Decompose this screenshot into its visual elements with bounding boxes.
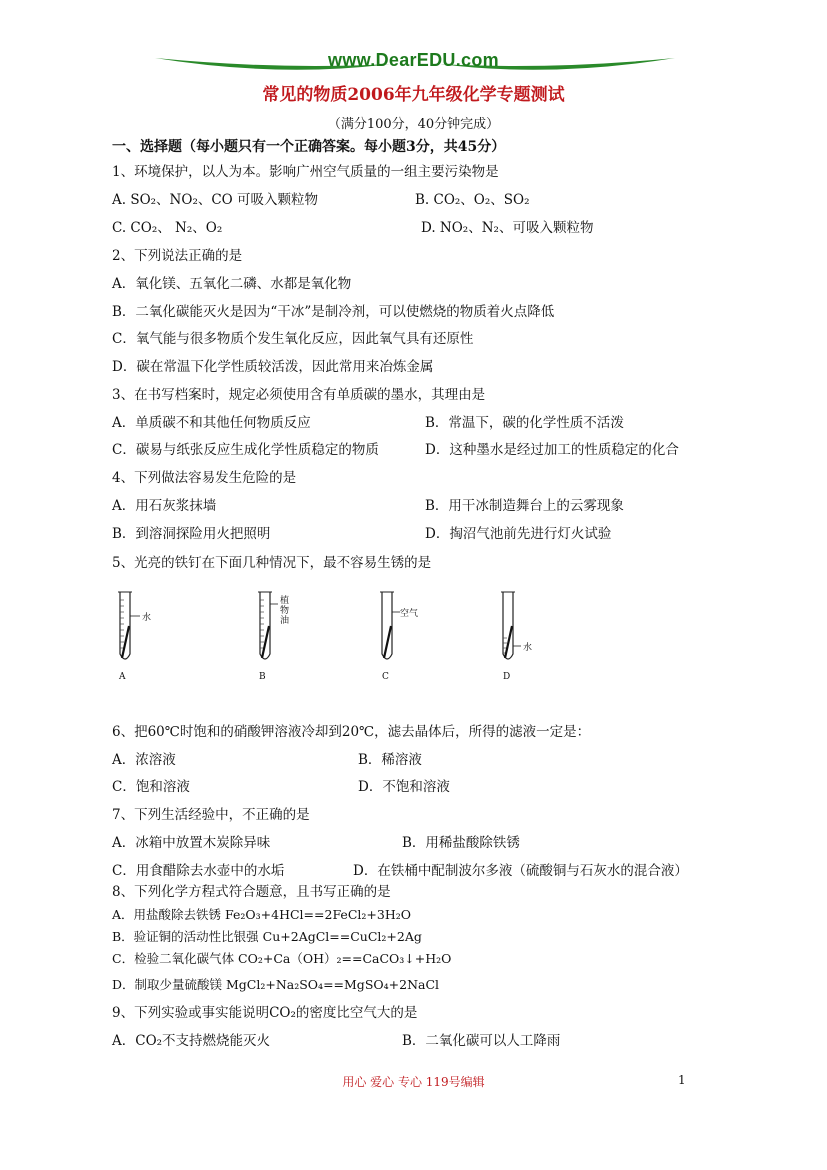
test-tube-c-icon <box>374 588 434 668</box>
q4-option-a: A．用石灰浆抹墙 <box>112 498 217 514</box>
q3-option-b: B．常温下，碳的化学性质不活泼 <box>425 415 624 431</box>
tube-b-letter: B <box>259 672 266 682</box>
q6-option-c: C．饱和溶液 <box>112 779 190 795</box>
q1-option-d: D. NO₂、N₂、可吸入颗粒物 <box>421 220 594 236</box>
q2-option-d: D．碳在常温下化学性质较活泼，因此常用来冶炼金属 <box>112 359 434 375</box>
tube-c-label: 空气 <box>400 609 419 619</box>
q2-option-b: B．二氧化碳能灭火是因为“干冰”是制冷剂，可以使燃烧的物质着火点降低 <box>112 304 555 320</box>
question-8: 8、下列化学方程式符合题意，且书写正确的是 <box>112 884 391 900</box>
q3-option-c: C．碳易与纸张反应生成化学性质稳定的物质 <box>112 442 379 458</box>
q1-option-a: A. SO₂、NO₂、CO 可吸入颗粒物 <box>112 192 319 208</box>
test-tube-figure <box>112 588 532 688</box>
question-4: 4、下列做法容易发生危险的是 <box>112 470 297 486</box>
q8-option-c: C．检验二氧化碳气体 CO₂+Ca（OH）₂==CaCO₃↓+H₂O <box>112 951 452 966</box>
q8-option-d: D．制取少量硫酸镁 MgCl₂+Na₂SO₄==MgSO₄+2NaCl <box>112 977 440 992</box>
q2-option-a: A．氧化镁、五氧化二磷、水都是氧化物 <box>112 276 352 292</box>
q6-option-a: A．浓溶液 <box>112 752 176 768</box>
question-9: 9、下列实验或事实能说明CO₂的密度比空气大的是 <box>112 1005 418 1021</box>
q7-option-b: B．用稀盐酸除铁锈 <box>402 835 520 851</box>
tube-a-label: 水 <box>142 613 152 623</box>
site-banner: www.DearEDU.com <box>328 50 499 70</box>
q7-option-a: A．冰箱中放置木炭除异味 <box>112 835 271 851</box>
q2-option-c: C．氧气能与很多物质个发生氧化反应，因此氧气具有还原性 <box>112 331 474 347</box>
q3-option-a: A．单质碳不和其他任何物质反应 <box>112 415 311 431</box>
tube-a-letter: A <box>119 672 126 682</box>
q7-option-c: C．用食醋除去水壶中的水垢 <box>112 863 285 879</box>
section-heading: 一、选择题（每小题只有一个正确答案。每小题3分，共45分） <box>112 139 506 155</box>
page-number: 1 <box>678 1073 686 1087</box>
q6-option-d: D．不饱和溶液 <box>358 779 450 795</box>
q9-option-b: B．二氧化碳可以人工降雨 <box>402 1033 561 1049</box>
q1-option-b: B. CO₂、O₂、SO₂ <box>415 192 530 208</box>
question-5: 5、光亮的铁钉在下面几种情况下，最不容易生锈的是 <box>112 555 432 571</box>
test-tube-a-icon <box>112 588 172 668</box>
page-subtitle: （满分100分，40分钟完成） <box>327 117 500 132</box>
question-2: 2、下列说法正确的是 <box>112 248 243 264</box>
q3-option-d: D．这种墨水是经过加工的性质稳定的化合 <box>425 442 679 458</box>
page-footer: 用心 爱心 专心 119号编辑 <box>342 1075 485 1089</box>
test-tube-d-icon <box>495 588 555 668</box>
q1-option-c: C. CO₂、 N₂、O₂ <box>112 220 223 236</box>
q9-option-a: A．CO₂不支持燃烧能灭火 <box>112 1033 271 1049</box>
q4-option-c: B．到溶洞探险用火把照明 <box>112 526 271 542</box>
q8-option-b: B．验证铜的活动性比银强 Cu+2AgCl==CuCl₂+2Ag <box>112 929 422 944</box>
tube-c-letter: C <box>382 672 389 682</box>
tube-d-letter: D <box>503 672 511 682</box>
q4-option-d: D．掏沼气池前先进行灯火试验 <box>425 526 612 542</box>
tube-b-label: 植物油 <box>280 596 290 626</box>
question-3: 3、在书写档案时，规定必须使用含有单质碳的墨水，其理由是 <box>112 387 486 403</box>
question-7: 7、下列生活经验中，不正确的是 <box>112 807 310 823</box>
q6-option-b: B．稀溶液 <box>358 752 422 768</box>
question-6: 6、把60℃时饱和的硝酸钾溶液冷却到20℃，滤去晶体后，所得的滤液一定是： <box>112 724 591 740</box>
q8-option-a: A．用盐酸除去铁锈 Fe₂O₃+4HCl==2FeCl₂+3H₂O <box>112 907 411 922</box>
question-1: 1、环境保护，以人为本。影响广州空气质量的一组主要污染物是 <box>112 164 499 180</box>
page-title: 常见的物质2006年九年级化学专题测试 <box>262 85 565 105</box>
q4-option-b: B．用干冰制造舞台上的云雾现象 <box>425 498 624 514</box>
tube-d-label: 水 <box>523 643 533 653</box>
q7-option-d: D．在铁桶中配制波尔多液（硫酸铜与石灰水的混合液） <box>353 863 688 879</box>
